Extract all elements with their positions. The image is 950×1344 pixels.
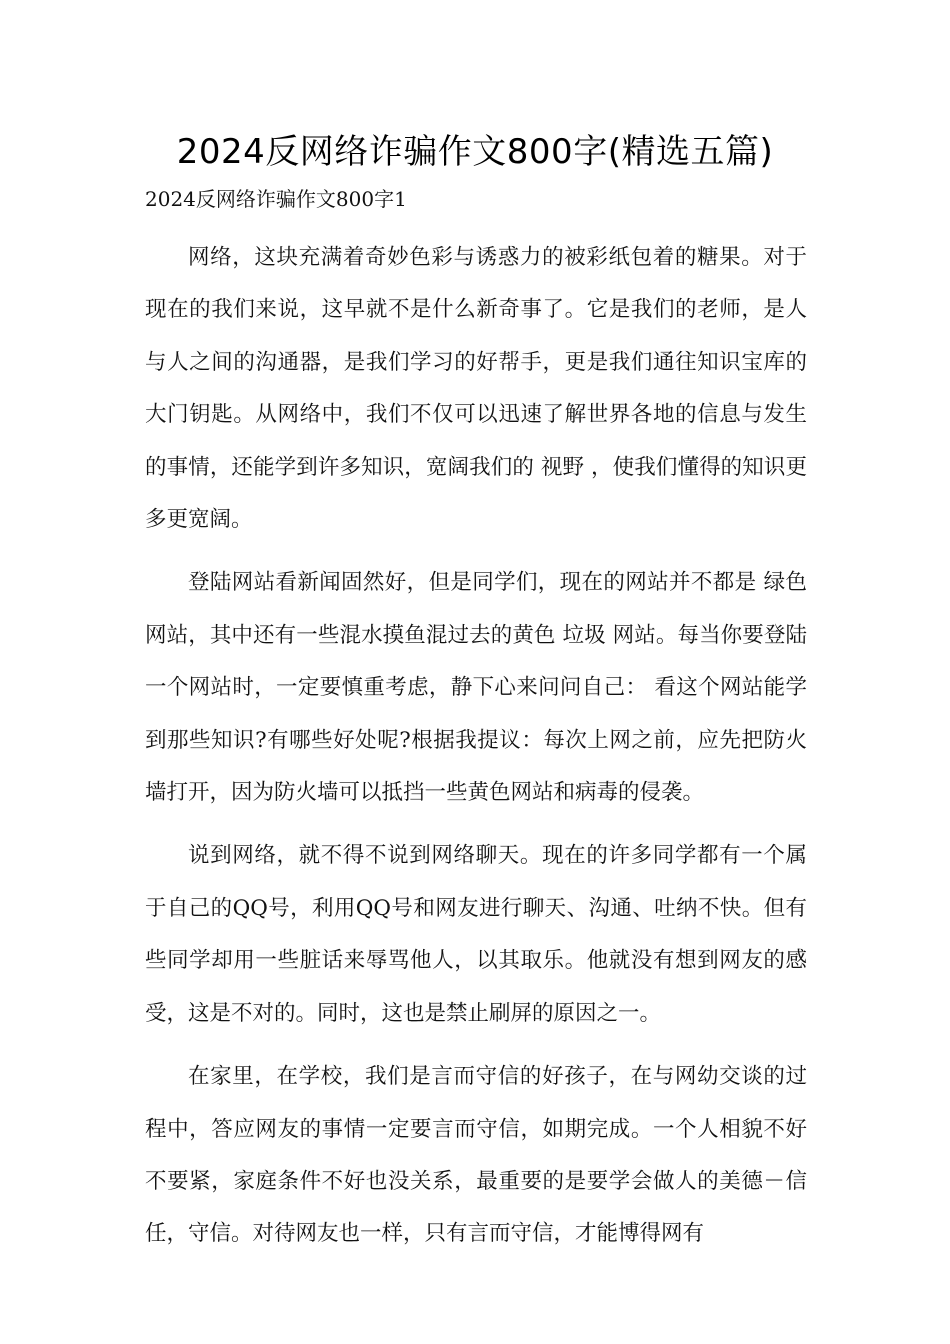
paragraph: 登陆网站看新闻固然好，但是同学们，现在的网站并不都是 绿色 网站，其中还有一些混水摸鱼混过去的黄色 垃圾 网站。每当你要登陆一个网站时，一定要慎重考虑，静下心来问问自己： 看这个网站能学到那些知识?有哪些好处呢?根据我提议：每次上网之前，应先把防火墙打开，因为防火墙可以抵挡一些黄色网站和病毒的侵袭。 [145,570,807,806]
document-title: 2024反网络诈骗作文800字(精选五篇) [176,132,774,172]
paragraph: 网络，这块充满着奇妙色彩与诱惑力的被彩纸包着的糖果。对于现在的我们来说，这早就不是什么新奇事了。它是我们的老师，是人与人之间的沟通器，是我们学习的好帮手，更是我们通往知识宝库的大门钥匙。从网络中，我们不仅可以迅速了解世界各地的信息与发生的事情，还能学到许多知识，宽阔我们的 视野 ，使我们懂得的知识更多更宽阔。 [145,245,807,533]
section-heading: 2024反网络诈骗作文800字1 [145,187,407,211]
article-body [145,232,807,1272]
paragraph: 说到网络，就不得不说到网络聊天。现在的许多同学都有一个属于自己的QQ号，利用QQ号和网友进行聊天、沟通、吐纳不快。但有些同学却用一些脏话来辱骂他人，以其取乐。他就没有想到网友的感受，这是不对的。同时，这也是禁止刷屏的原因之一。 [145,843,807,1026]
paragraph: 在家里，在学校，我们是言而守信的好孩子，在与网幼交谈的过程中，答应网友的事情一定要言而守信，如期完成。一个人相貌不好不要紧，家庭条件不好也没关系，最重要的是要学会做人的美德－信任，守信。对待网友也一样，只有言而守信，才能博得网有 [145,1064,807,1247]
